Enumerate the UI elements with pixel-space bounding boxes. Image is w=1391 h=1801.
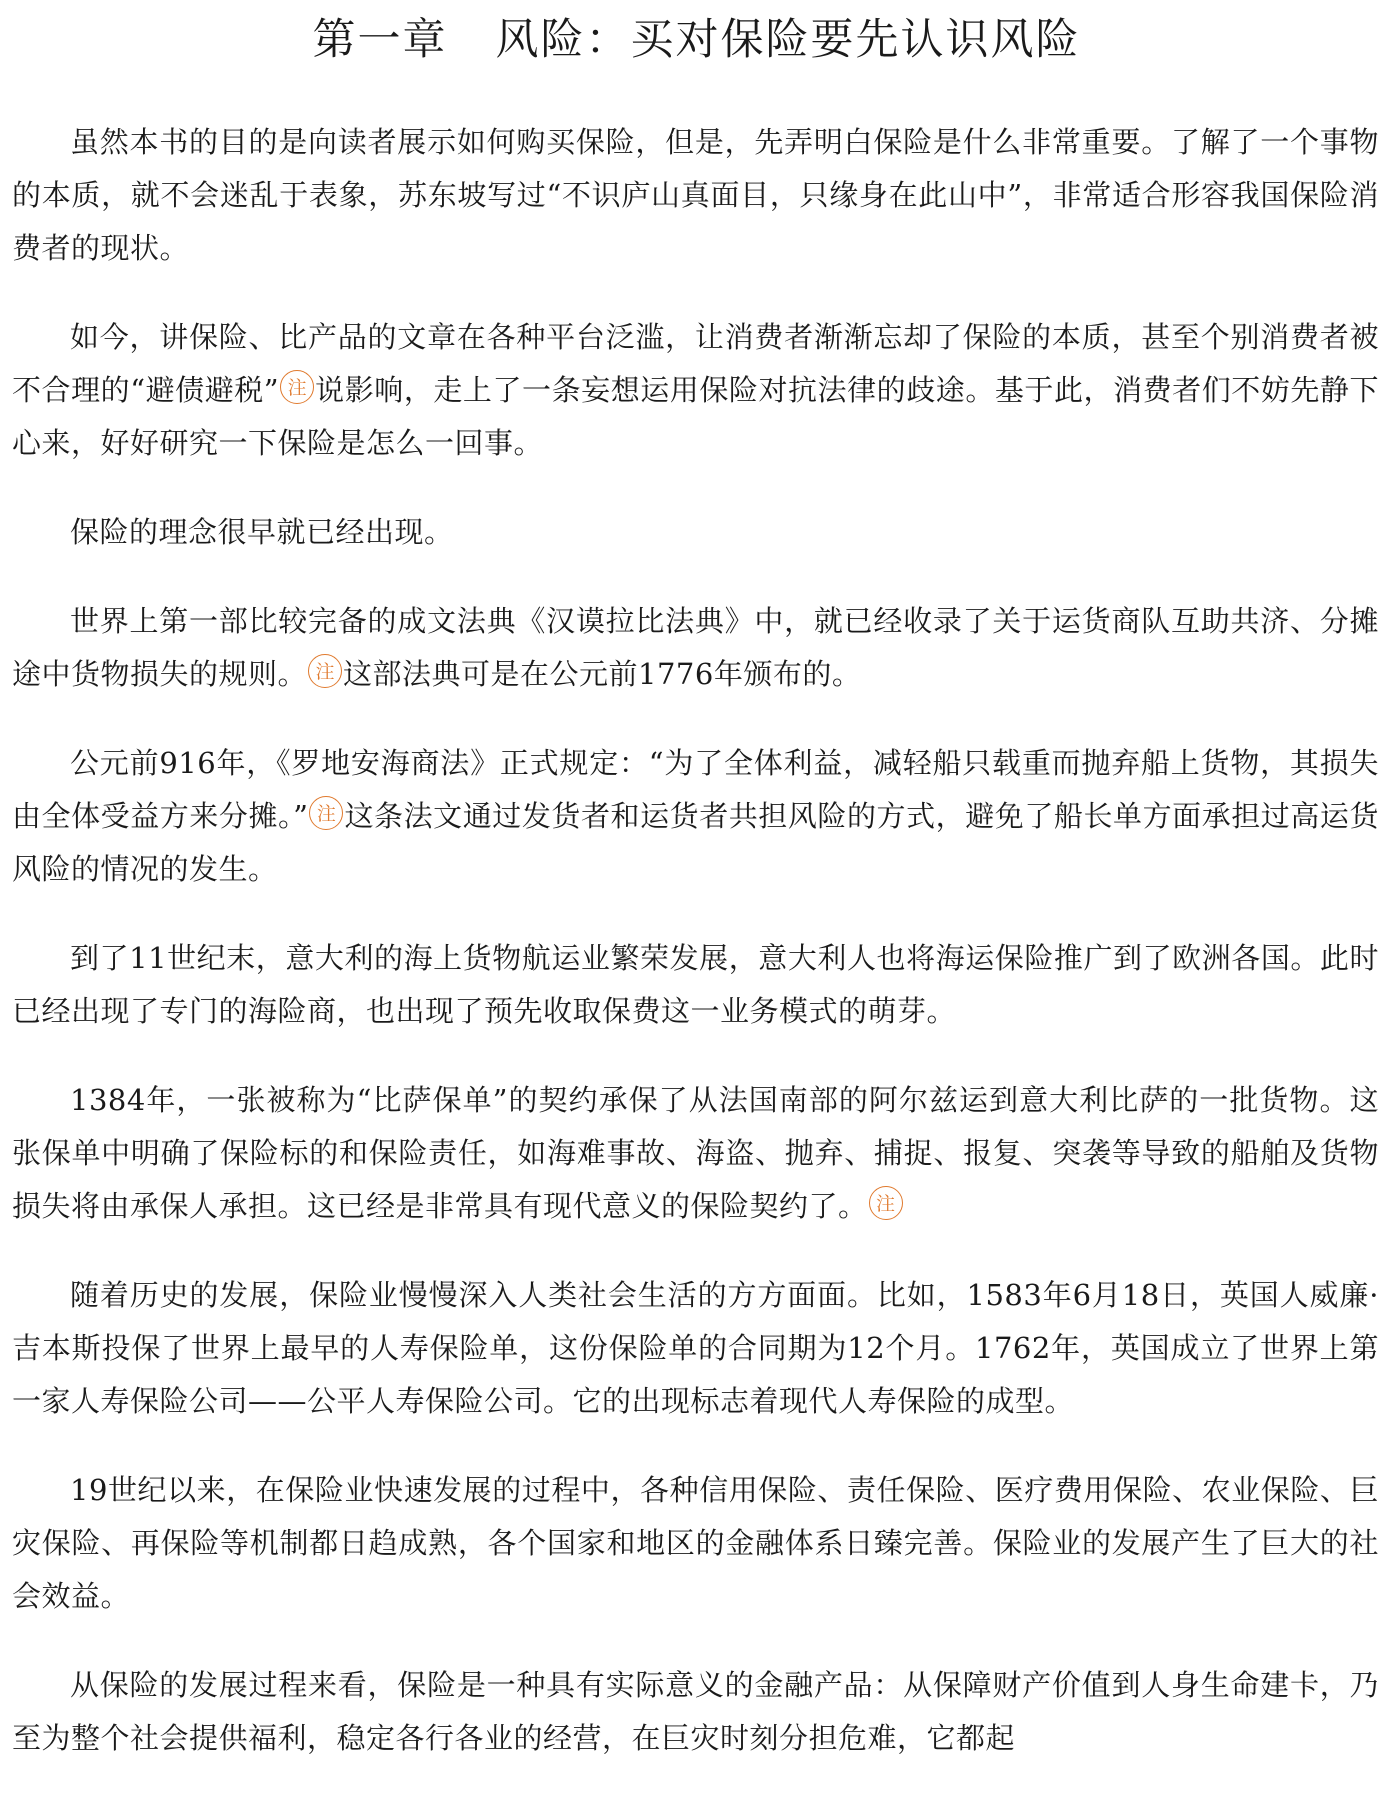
paragraph-6-text: 到了11世纪末，意大利的海上货物航运业繁荣发展，意大利人也将海运保险推广到了欧洲各国。此时已经出现了专门的海险商，也出现了预先收取保费这一业务模式的萌芽。 (12, 941, 1379, 1028)
paragraph-1-text: 虽然本书的目的是向读者展示如何购买保险，但是，先弄明白保险是什么非常重要。了解了一个事物的本质，就不会迷乱于表象，苏东坡写过“不识庐山真面目，只缘身在此山中”，非常适合形容我国保险消费者的现状。 (12, 125, 1379, 265)
paragraph-10-text: 从保险的发展过程来看，保险是一种具有实际意义的金融产品：从保障财产价值到人身生命建卡，乃至为整个社会提供福利，稳定各行各业的经营，在巨灾时刻分担危难，它都起 (12, 1668, 1379, 1755)
paragraph-8-text: 随着历史的发展，保险业慢慢深入人类社会生活的方方面面。比如，1583年6月18日，英国人威廉·吉本斯投保了世界上最早的人寿保险单，这份保险单的合同期为12个月。1762年，英国成立了世界上第一家人寿保险公司——公平人寿保险公司。它的出现标志着现代人寿保险的成型。 (12, 1278, 1379, 1418)
paragraph-9-text: 19世纪以来，在保险业快速发展的过程中，各种信用保险、责任保险、医疗费用保险、农业保险、巨灾保险、再保险等机制都日趋成熟，各个国家和地区的金融体系日臻完善。保险业的发展产生了巨大的社会效益。 (12, 1473, 1379, 1613)
paragraph-1 (12, 116, 1379, 275)
paragraph-7-text: 1384年，一张被称为“比萨保单”的契约承保了从法国南部的阿尔兹运到意大利比萨的一批货物。这张保单中明确了保险标的和保险责任，如海难事故、海盗、抛弃、捕捉、报复、突袭等导致的船舶及货物损失将由承保人承担。这已经是非常具有现代意义的保险契约了。 (12, 1083, 1379, 1223)
chapter-title (12, 0, 1381, 70)
paragraph-6 (12, 932, 1379, 1038)
paragraph-7 (12, 1074, 1379, 1233)
paragraph-9 (12, 1464, 1379, 1623)
paragraph-2 (12, 311, 1379, 470)
paragraph-3-text: 保险的理念很早就已经出现。 (70, 515, 454, 549)
paragraph-2-text-a: 如今，讲保险、比产品的文章在各种平台泛滥，让消费者渐渐忘却了保险的本质，甚至个别消费者被不合理的“避债避税” (12, 320, 1379, 407)
paragraph-10 (12, 1659, 1379, 1765)
paragraph-4 (12, 595, 1379, 701)
paragraph-8 (12, 1269, 1379, 1428)
paragraph-5-text-b: 这条法文通过发货者和运货者共担风险的方式，避免了船长单方面承担过高运货风险的情况的发生。 (12, 799, 1379, 886)
paragraph-5-text-a: 公元前916年，《罗地安海商法》正式规定：“为了全体利益，减轻船只载重而抛弃船上货物，其损失由全体受益方来分摊。” (12, 746, 1379, 833)
paragraph-3 (12, 506, 1379, 559)
paragraph-4-text-a: 世界上第一部比较完备的成文法典《汉谟拉比法典》中，就已经收录了关于运货商队互助共济、分摊途中货物损失的规则。 (12, 604, 1379, 691)
paragraph-4-text-b: 这部法典可是在公元前1776年颁布的。 (343, 657, 862, 691)
footnote-icon[interactable]: 注 (309, 796, 343, 830)
paragraph-2-text-b: 说影响，走上了一条妄想运用保险对抗法律的歧途。基于此，消费者们不妨先静下心来，好好研究一下保险是怎么一回事。 (12, 373, 1379, 460)
footnote-icon[interactable]: 注 (280, 370, 314, 404)
paragraph-5 (12, 737, 1379, 896)
chapter-number: 第一章 (312, 15, 448, 65)
footnote-icon[interactable]: 注 (308, 654, 342, 688)
footnote-icon[interactable]: 注 (869, 1186, 903, 1220)
chapter-heading: 风险：买对保险要先认识风险 (495, 15, 1081, 65)
body-text (12, 116, 1379, 1801)
